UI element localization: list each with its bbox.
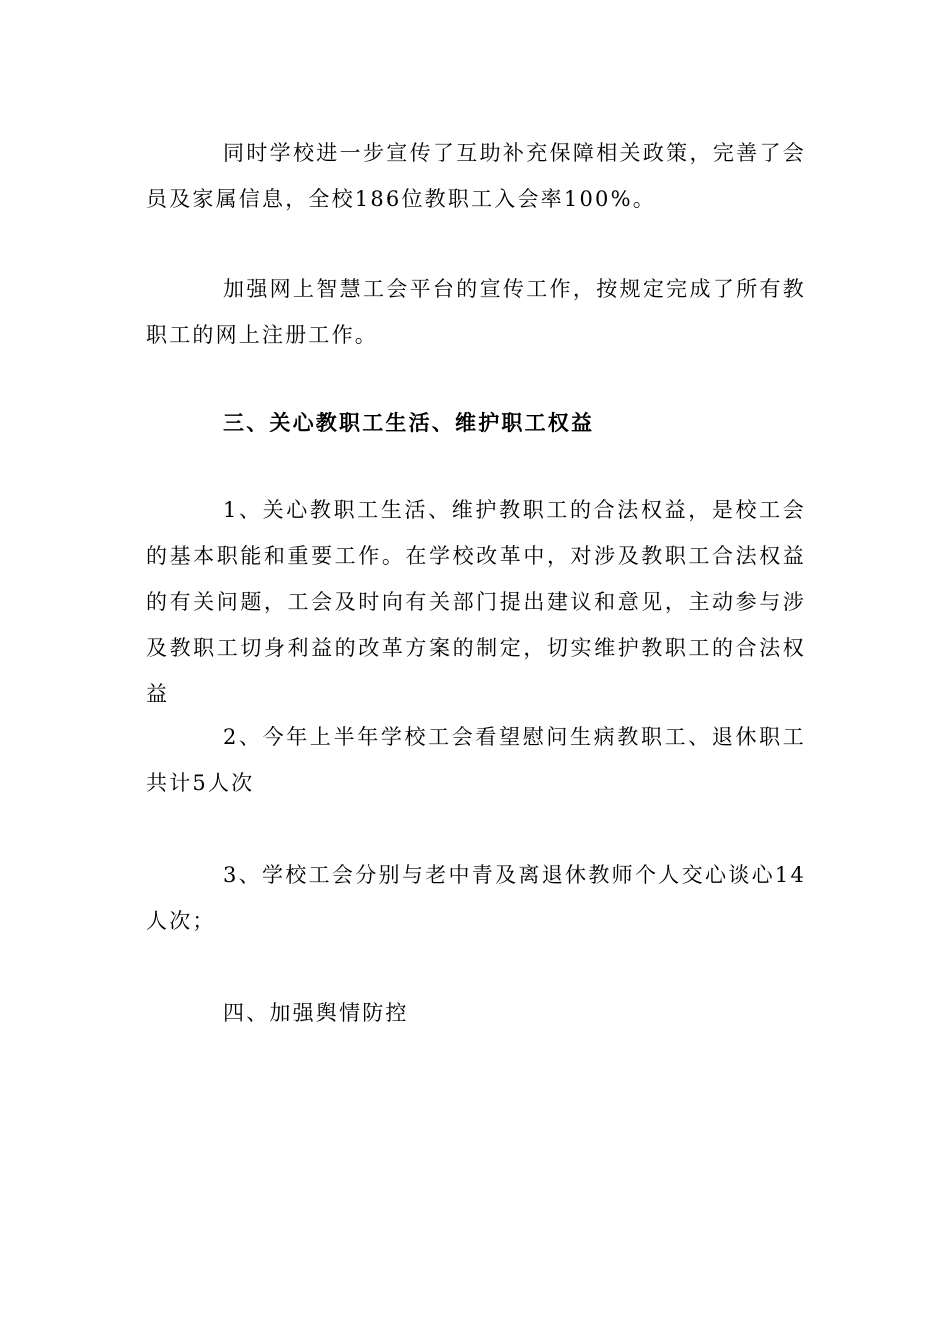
paragraph-item-2: 2、今年上半年学校工会看望慰问生病教职工、退休职工共计5人次 [146, 725, 806, 795]
document-page [146, 0, 806, 1344]
paragraph-smart-union-platform: 加强网上智慧工会平台的宣传工作，按规定完成了所有教职工的网上注册工作。 [146, 277, 806, 347]
paragraph-mutual-aid-policy: 同时学校进一步宣传了互助补充保障相关政策，完善了会员及家属信息，全校186位教职工入会率100%。 [146, 141, 806, 211]
paragraph-item-3: 3、学校工会分别与老中青及离退休教师个人交心谈心14人次； [146, 863, 806, 933]
paragraph-item-1: 1、关心教职工生活、维护教职工的合法权益，是校工会的基本职能和重要工作。在学校改革中，对涉及教职工合法权益的有关问题，工会及时向有关部门提出建议和意见，主动参与涉及教职工切身利益的改革方案的制定，切实维护教职工的合法权益 [146, 498, 806, 706]
section-heading-three: 三、关心教职工生活、维护职工权益 [223, 410, 595, 435]
section-heading-four: 四、加强舆情防控 [223, 1001, 409, 1025]
